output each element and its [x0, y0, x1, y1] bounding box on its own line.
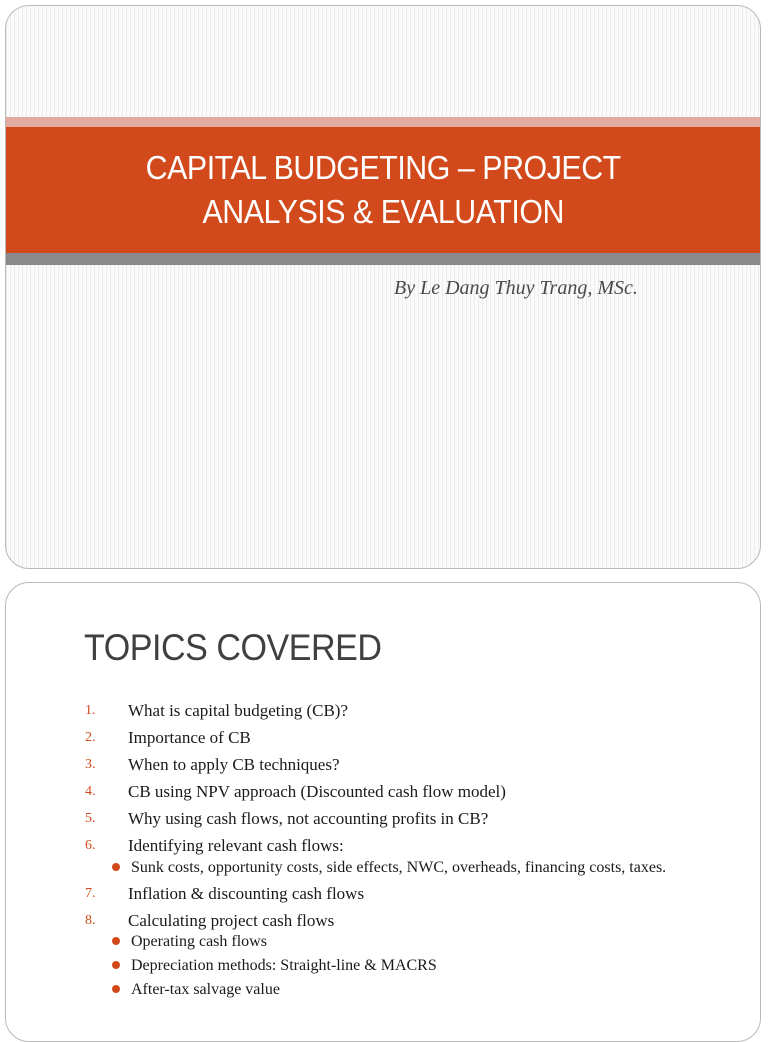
topic-text: What is capital budgeting (CB)?	[128, 701, 348, 720]
topics-list	[6, 700, 760, 1005]
title-band-bottom-stripe	[6, 253, 760, 265]
subtopic-text: After-tax salvage value	[131, 981, 280, 998]
topic-item-1	[6, 700, 760, 727]
topic-text: CB using NPV approach (Discounted cash flow model)	[128, 782, 506, 801]
topics-title: TOPICS COVERED	[84, 627, 382, 668]
title-band-top-stripe	[6, 117, 760, 127]
topic-number: 8.	[85, 913, 96, 928]
slide-title	[145, 146, 620, 234]
topic-text: Identifying relevant cash flows:	[128, 836, 344, 855]
slide-title-line-1: CAPITAL BUDGETING – PROJECT	[145, 149, 621, 186]
slide-title-line-2: ANALYSIS & EVALUATION	[202, 193, 564, 230]
bullet-icon	[112, 863, 120, 871]
topic-item-3	[6, 754, 760, 781]
bullet-icon	[112, 937, 120, 945]
bullet-icon	[112, 961, 120, 969]
topic-item-2	[6, 727, 760, 754]
topic-text: Importance of CB	[128, 728, 251, 747]
subtopic-item	[6, 981, 760, 999]
topic-number: 2.	[85, 730, 96, 745]
topic-text: Calculating project cash flows	[128, 911, 335, 930]
topic-number: 3.	[85, 757, 96, 772]
topic-item-5	[6, 808, 760, 835]
subtopic-item	[6, 957, 760, 975]
topic-number: 5.	[85, 811, 96, 826]
subtopic-item	[6, 933, 760, 951]
subtopic-item	[6, 859, 760, 877]
topic-number: 7.	[85, 886, 96, 901]
topic-number: 1.	[85, 703, 96, 718]
topic-item-4	[6, 781, 760, 808]
topic-text: When to apply CB techniques?	[128, 755, 340, 774]
bullet-icon	[112, 985, 120, 993]
topic-number: 6.	[85, 838, 96, 853]
subtopic-text: Sunk costs, opportunity costs, side effects, NWC, overheads, financing costs, taxes.	[131, 859, 667, 876]
title-band	[6, 127, 760, 253]
topics-slide	[5, 582, 761, 1042]
topic-text: Inflation & discounting cash flows	[128, 884, 365, 903]
topic-number: 4.	[85, 784, 96, 799]
author-byline: By Le Dang Thuy Trang, MSc.	[394, 277, 638, 299]
topic-item-7	[6, 883, 760, 910]
topic-item-6	[6, 835, 760, 862]
title-slide	[5, 5, 761, 569]
topic-text: Why using cash flows, not accounting profits in CB?	[128, 809, 489, 828]
subtopic-text: Depreciation methods: Straight-line & MACRS	[131, 957, 437, 974]
subtopic-text: Operating cash flows	[131, 933, 267, 950]
